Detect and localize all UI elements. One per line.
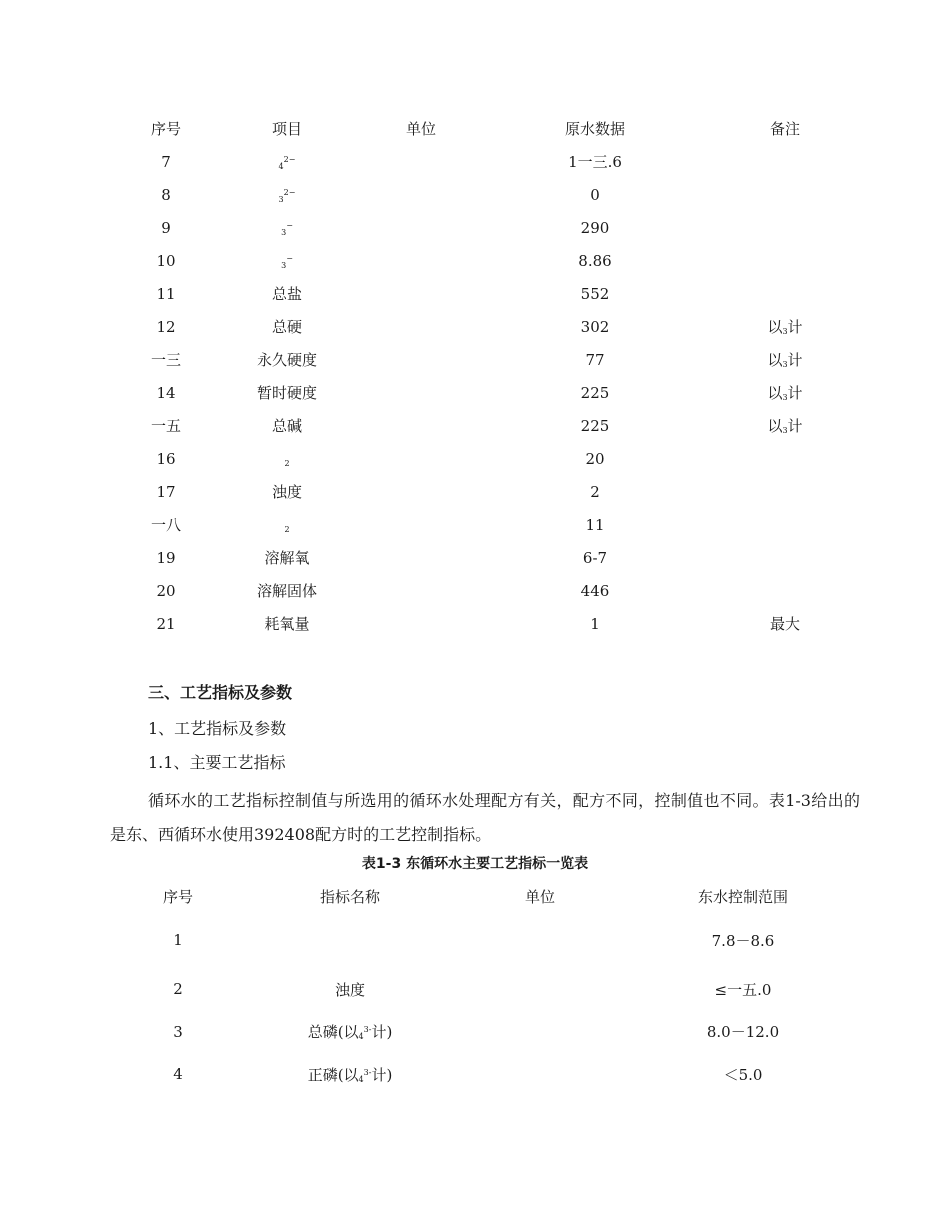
cell-value: 20 xyxy=(585,449,605,468)
cell-note xyxy=(700,244,870,277)
name-suffix: 计) xyxy=(371,1065,393,1084)
header-item: 项目 xyxy=(271,120,302,138)
header-unit: 单位 xyxy=(524,887,555,906)
subheading-1: 1、工艺指标及参数 xyxy=(148,719,287,738)
cell-unit xyxy=(352,244,490,277)
cell-item xyxy=(222,178,352,211)
cell-unit xyxy=(352,475,490,508)
item-subscript: 2 xyxy=(284,458,290,468)
table-row xyxy=(110,968,860,1011)
item-superscript: − xyxy=(286,253,293,263)
table-row xyxy=(110,475,870,508)
cell-unit xyxy=(454,1011,626,1054)
table-row xyxy=(110,178,870,211)
cell-value: 290 xyxy=(580,218,610,237)
table-row xyxy=(110,211,870,244)
cell-value: 8.86 xyxy=(578,251,612,270)
name-subscript: 4 xyxy=(358,1074,364,1084)
cell-note xyxy=(700,310,870,343)
cell-note xyxy=(700,574,870,607)
cell-note xyxy=(700,442,870,475)
cell-note xyxy=(700,541,870,574)
table-row xyxy=(110,912,860,968)
cell-value: 552 xyxy=(580,284,610,303)
cell-no: 9 xyxy=(161,218,171,237)
note-suffix: 计 xyxy=(787,417,803,435)
item-subscript: 3 xyxy=(281,227,287,237)
cell-unit xyxy=(454,1053,626,1096)
item-text: 耗氧量 xyxy=(264,615,310,633)
table-row xyxy=(110,1053,860,1096)
note-subscript: 3 xyxy=(782,360,788,369)
cell-item xyxy=(222,607,352,640)
cell-value: 2 xyxy=(590,482,600,501)
note-subscript: 3 xyxy=(782,327,788,336)
name-suffix: 计) xyxy=(371,1023,393,1042)
cell-unit xyxy=(352,442,490,475)
cell-no: 8 xyxy=(161,185,171,204)
cell-no: 一五 xyxy=(150,417,181,435)
table-row xyxy=(110,442,870,475)
cell-item xyxy=(222,145,352,178)
header-control-range: 东水控制范围 xyxy=(697,887,788,906)
cell-indicator-name xyxy=(246,968,454,1011)
cell-unit xyxy=(352,310,490,343)
header-no: 序号 xyxy=(150,120,181,138)
table-row xyxy=(110,277,870,310)
cell-value: 1 xyxy=(590,614,600,633)
water-table-body xyxy=(110,145,870,640)
note-prefix: 以 xyxy=(767,318,783,336)
table-row xyxy=(110,244,870,277)
item-text: 浊度 xyxy=(271,483,302,501)
cell-item xyxy=(222,475,352,508)
table-row xyxy=(110,145,870,178)
cell-unit xyxy=(352,541,490,574)
cell-note xyxy=(700,145,870,178)
item-subscript: 3 xyxy=(278,194,284,204)
cell-unit xyxy=(352,145,490,178)
cell-value: 1一三.6 xyxy=(568,153,622,171)
cell-unit xyxy=(352,574,490,607)
cell-indicator-name xyxy=(246,1053,454,1096)
body-paragraph: 循环水的工艺指标控制值与所选用的循环水处理配方有关，配方不同，控制值也不同。表1-3给出的是东、西循环水使用392408配方时的工艺控制指标。 xyxy=(110,791,860,844)
cell-note xyxy=(700,277,870,310)
cell-unit xyxy=(352,376,490,409)
cell-unit xyxy=(352,607,490,640)
item-text: 总盐 xyxy=(271,285,302,303)
note-suffix: 计 xyxy=(787,318,803,336)
note-prefix: 以 xyxy=(767,351,783,369)
name-prefix: 正磷(以 xyxy=(307,1065,359,1084)
cell-item xyxy=(222,376,352,409)
name-prefix: 浊度 xyxy=(334,980,365,999)
table-row xyxy=(110,1011,860,1054)
item-text: 溶解氧 xyxy=(264,549,310,567)
table-row xyxy=(110,541,870,574)
note-subscript: 3 xyxy=(782,426,788,435)
header-note: 备注 xyxy=(769,120,800,138)
cell-item xyxy=(222,244,352,277)
cell-note xyxy=(700,607,870,640)
cell-value: 302 xyxy=(580,317,610,336)
table-row xyxy=(110,310,870,343)
cell-unit xyxy=(454,912,626,968)
cell-no: 一八 xyxy=(150,516,181,534)
cell-control-range: ≤一五.0 xyxy=(714,980,772,999)
cell-note xyxy=(700,376,870,409)
cell-value: 0 xyxy=(590,185,600,204)
cell-no: 10 xyxy=(156,251,176,270)
name-subscript: 4 xyxy=(358,1032,364,1042)
cell-no: 12 xyxy=(156,317,176,336)
item-superscript: − xyxy=(286,220,293,230)
table-row xyxy=(110,607,870,640)
cell-no: 21 xyxy=(156,614,176,633)
name-prefix: 总磷(以 xyxy=(307,1023,359,1042)
cell-item xyxy=(222,541,352,574)
table-caption: 表1-3 东循环水主要工艺指标一览表 xyxy=(361,856,589,872)
cell-value: 225 xyxy=(580,416,610,435)
table-row xyxy=(110,343,870,376)
water-quality-table xyxy=(110,112,870,640)
cell-control-range: 7.8－8.6 xyxy=(711,931,775,950)
cell-note xyxy=(700,178,870,211)
cell-indicator-name xyxy=(246,1011,454,1054)
cell-item xyxy=(222,574,352,607)
indicator-table xyxy=(110,880,860,1096)
item-superscript: 2− xyxy=(283,154,296,164)
cell-value: 77 xyxy=(585,350,605,369)
note-suffix: 计 xyxy=(787,384,803,402)
cell-no: 17 xyxy=(156,482,176,501)
note-prefix: 以 xyxy=(767,417,783,435)
cell-no: 4 xyxy=(173,1065,183,1084)
name-superscript: 3- xyxy=(363,1067,372,1077)
cell-control-range: 8.0－12.0 xyxy=(706,1023,780,1042)
cell-unit xyxy=(352,178,490,211)
cell-item xyxy=(222,508,352,541)
item-text: 溶解固体 xyxy=(256,582,317,600)
table-row xyxy=(110,376,870,409)
cell-value: 225 xyxy=(580,383,610,402)
cell-unit xyxy=(454,968,626,1011)
header-indicator-name: 指标名称 xyxy=(319,887,380,906)
cell-item xyxy=(222,442,352,475)
item-subscript: 3 xyxy=(281,260,287,270)
cell-no: 19 xyxy=(156,548,176,567)
header-no: 序号 xyxy=(162,887,193,906)
cell-unit xyxy=(352,277,490,310)
header-raw-value: 原水数据 xyxy=(564,120,625,138)
item-text: 总硬 xyxy=(271,318,302,336)
table-row xyxy=(110,409,870,442)
item-subscript: 2 xyxy=(284,524,290,534)
cell-item xyxy=(222,211,352,244)
item-text: 总碱 xyxy=(271,417,302,435)
cell-item xyxy=(222,310,352,343)
table-header-row xyxy=(110,112,870,145)
cell-no: 2 xyxy=(173,980,183,999)
item-text: 永久硬度 xyxy=(256,351,317,369)
note-text: 最大 xyxy=(769,615,800,633)
note-prefix: 以 xyxy=(767,384,783,402)
cell-value: 446 xyxy=(580,581,610,600)
item-superscript: 2− xyxy=(283,187,296,197)
name-superscript: 3- xyxy=(363,1025,372,1035)
cell-unit xyxy=(352,343,490,376)
cell-control-range: ＜5.0 xyxy=(723,1065,763,1084)
cell-note xyxy=(700,475,870,508)
cell-value: 11 xyxy=(585,515,605,534)
cell-no: 3 xyxy=(173,1022,183,1041)
table-row xyxy=(110,574,870,607)
cell-no: 7 xyxy=(161,152,171,171)
cell-indicator-name xyxy=(246,912,454,968)
cell-no: 一三 xyxy=(150,351,181,369)
cell-no: 16 xyxy=(156,449,176,468)
subheading-1-1: 1.1、主要工艺指标 xyxy=(148,753,286,772)
cell-note xyxy=(700,409,870,442)
note-suffix: 计 xyxy=(787,351,803,369)
cell-unit xyxy=(352,508,490,541)
cell-unit xyxy=(352,409,490,442)
table-header-row xyxy=(110,880,860,912)
cell-no: 1 xyxy=(173,931,183,949)
indicator-table-body xyxy=(110,912,860,1096)
cell-no: 14 xyxy=(156,383,176,402)
cell-no: 20 xyxy=(156,581,176,600)
cell-item xyxy=(222,409,352,442)
table-row xyxy=(110,508,870,541)
cell-note xyxy=(700,343,870,376)
cell-value: 6-7 xyxy=(582,548,608,567)
note-subscript: 3 xyxy=(782,393,788,402)
cell-unit xyxy=(352,211,490,244)
header-unit: 单位 xyxy=(405,120,436,138)
item-subscript: 4 xyxy=(278,161,284,171)
cell-item xyxy=(222,343,352,376)
section-heading: 三、工艺指标及参数 xyxy=(148,683,293,702)
cell-note xyxy=(700,211,870,244)
cell-item xyxy=(222,277,352,310)
cell-note xyxy=(700,508,870,541)
item-text: 暂时硬度 xyxy=(256,384,317,402)
cell-no: 11 xyxy=(156,284,176,303)
